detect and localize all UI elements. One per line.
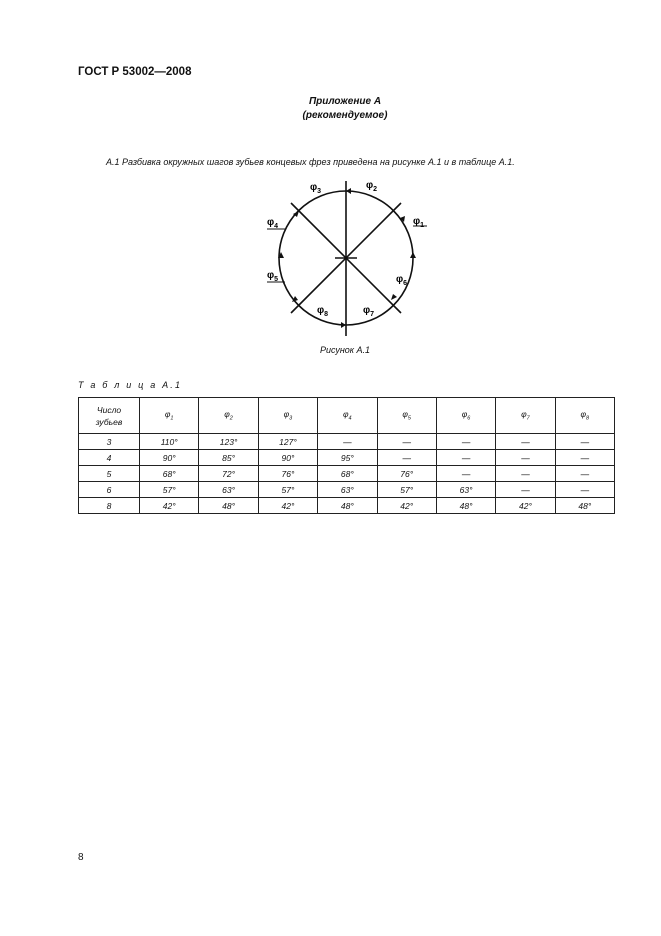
table-cell: — [377, 450, 436, 466]
table-caption: Т а б л и ц а А.1 [78, 380, 183, 390]
phi-header: $\varphi_7$ [496, 398, 555, 434]
table-cell: 48° [555, 498, 614, 514]
pitch-arrow [391, 294, 397, 300]
phi-header: $\varphi_1$ [140, 398, 199, 434]
table-cell: 57° [377, 482, 436, 498]
document-header: ГОСТ Р 53002—2008 [78, 66, 192, 78]
pitch-arrow [410, 252, 416, 258]
table-row [79, 466, 615, 482]
phi-label: $\varphi_1$ [413, 216, 425, 229]
table-cell: 110° [140, 434, 199, 450]
table-cell: — [496, 482, 555, 498]
table-cell: 57° [258, 482, 317, 498]
table-cell: 3 [79, 434, 140, 450]
table-cell: — [377, 434, 436, 450]
phi-label: $\varphi_3$ [310, 182, 322, 195]
table-cell: 123° [199, 434, 258, 450]
pitch-table [78, 397, 615, 514]
table-cell: 8 [79, 498, 140, 514]
header-line: зубьев [95, 416, 123, 427]
figure-caption: Рисунок А.1 [319, 345, 371, 355]
table-cell: — [555, 450, 614, 466]
page-number: 8 [78, 852, 84, 863]
table-cell: — [555, 482, 614, 498]
table-cell: 63° [199, 482, 258, 498]
table-cell: 48° [436, 498, 495, 514]
table-cell: 4 [79, 450, 140, 466]
table-row [79, 450, 615, 466]
table-cell: 48° [318, 498, 377, 514]
table-cell: 42° [496, 498, 555, 514]
teeth-count-header [79, 398, 140, 434]
phi-label: $\varphi_6$ [396, 274, 408, 287]
table-row [79, 498, 615, 514]
table-cell: — [496, 466, 555, 482]
phi-label: $\varphi_5$ [267, 270, 279, 283]
table-cell: — [318, 434, 377, 450]
phi-header: $\varphi_6$ [436, 398, 495, 434]
phi-header: $\varphi_5$ [377, 398, 436, 434]
table-cell: — [436, 450, 495, 466]
table-cell: — [555, 466, 614, 482]
table-cell: 90° [258, 450, 317, 466]
table-cell: 72° [199, 466, 258, 482]
table-header-row [79, 398, 615, 434]
table-cell: 76° [377, 466, 436, 482]
phi-header: $\varphi_2$ [199, 398, 258, 434]
table-cell: 57° [140, 482, 199, 498]
phi-label: $\varphi_4$ [267, 217, 279, 230]
phi-label: $\varphi_8$ [317, 305, 329, 318]
phi-label: $\varphi_7$ [363, 305, 375, 318]
table-cell: — [555, 434, 614, 450]
table-cell: 68° [140, 466, 199, 482]
appendix-title: Приложение А [308, 96, 382, 107]
table-cell: 85° [199, 450, 258, 466]
phi-label: $\varphi_2$ [366, 180, 378, 193]
table-cell: 5 [79, 466, 140, 482]
table-cell: 63° [318, 482, 377, 498]
table-cell: 90° [140, 450, 199, 466]
table-cell: 42° [140, 498, 199, 514]
table-cell: 95° [318, 450, 377, 466]
table-row [79, 434, 615, 450]
table-cell: — [436, 466, 495, 482]
table-cell: — [436, 434, 495, 450]
phi-header: $\varphi_4$ [318, 398, 377, 434]
table-cell: 42° [377, 498, 436, 514]
table-cell: — [496, 434, 555, 450]
table-cell: — [496, 450, 555, 466]
table-cell: 48° [199, 498, 258, 514]
phi-header: $\varphi_8$ [555, 398, 614, 434]
table-cell: 68° [318, 466, 377, 482]
table-cell: 127° [258, 434, 317, 450]
appendix-subtitle: (рекомендуемое) [302, 110, 388, 121]
header-line: Число [96, 404, 122, 415]
table-cell: 6 [79, 482, 140, 498]
table-cell: 63° [436, 482, 495, 498]
phi-header: $\varphi_3$ [258, 398, 317, 434]
table-cell: 76° [258, 466, 317, 482]
table-cell: 42° [258, 498, 317, 514]
table-row [79, 482, 615, 498]
appendix-heading [0, 95, 661, 123]
intro-paragraph: А.1 Разбивка окружных шагов зубьев концевых фрез приведена на рисунке А.1 и в таблице А.1. [106, 157, 515, 167]
tooth-pitch-diagram [255, 178, 435, 338]
